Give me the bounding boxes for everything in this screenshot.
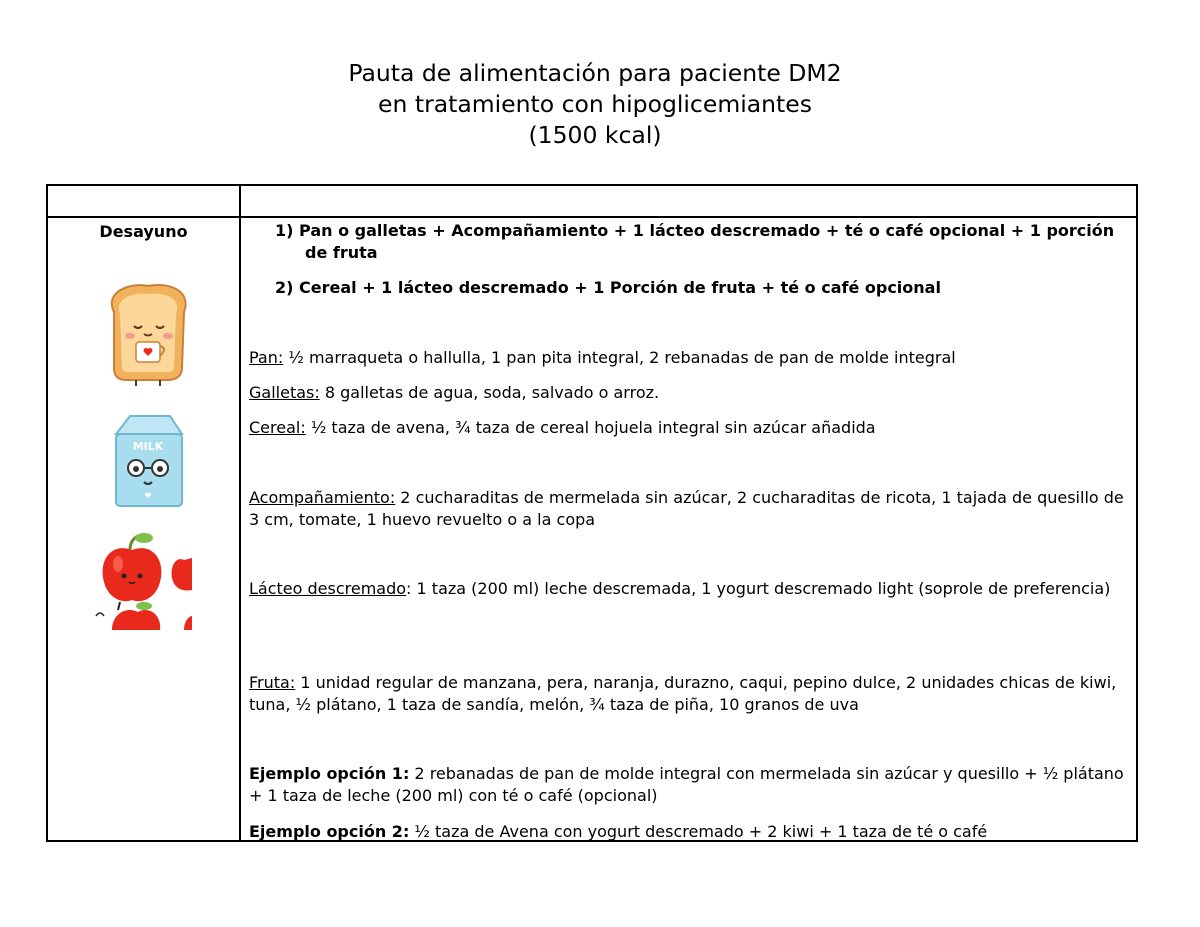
example-1 <box>249 763 1129 807</box>
item-galletas-text: 8 galletas de agua, soda, salvado o arroz. <box>319 383 660 402</box>
item-lacteo <box>249 578 1129 600</box>
item-fruta <box>249 672 1129 716</box>
option-1: 1) Pan o galletas + Acompañamiento + 1 lácteo descremado + té o café opcional + 1 porción de fruta <box>275 221 1115 262</box>
meal-plan-table <box>46 184 1138 842</box>
toast-icon <box>100 282 196 386</box>
apple-icon <box>92 530 192 630</box>
column-divider <box>239 186 241 840</box>
title-line-3: (1500 kcal) <box>528 121 662 149</box>
item-galletas <box>249 382 1129 404</box>
header-row-divider <box>48 216 1136 218</box>
example-1-label: Ejemplo opción 1: <box>249 764 410 783</box>
item-cereal <box>249 417 1129 439</box>
item-fruta-label: Fruta: <box>249 673 296 692</box>
item-pan-label: Pan: <box>249 348 284 367</box>
example-2-text: ½ taza de Avena con yogurt descremado + 2 kiwi + 1 taza de té o café <box>409 822 988 841</box>
milk-carton-icon <box>108 412 188 508</box>
item-lacteo-label: Lácteo descremado <box>249 579 407 598</box>
item-acompanamiento-text: 2 cucharaditas de mermelada sin azúcar, 2 cucharaditas de ricota, 1 tajada de quesillo de 3 cm, tomate, 1 huevo revuelto o a la copa <box>249 488 1124 529</box>
milk-label: MILK <box>132 440 164 453</box>
document-title <box>0 58 1190 151</box>
item-galletas-label: Galletas: <box>249 383 320 402</box>
item-pan-text: ½ marraqueta o hallulla, 1 pan pita integral, 2 rebanadas de pan de molde integral <box>283 348 956 367</box>
title-line-2: en tratamiento con hipoglicemiantes <box>378 90 812 118</box>
option-2: 2) Cereal + 1 lácteo descremado + 1 Porción de fruta + té o café opcional <box>275 278 941 297</box>
item-acompanamiento-label: Acompañamiento: <box>249 488 396 507</box>
example-2 <box>249 821 1129 843</box>
item-fruta-text: 1 unidad regular de manzana, pera, naranja, durazno, caqui, pepino dulce, 2 unidades chicas de kiwi, tuna, ½ plátano, 1 taza de sandía, melón, ¾ taza de piña, 10 granos de uva <box>249 673 1117 714</box>
item-acompanamiento <box>249 487 1129 531</box>
item-cereal-text: ½ taza de avena, ¾ taza de cereal hojuela integral sin azúcar añadida <box>305 418 876 437</box>
item-lacteo-text: : 1 taza (200 ml) leche descremada, 1 yogurt descremado light (soprole de preferencia) <box>406 579 1111 598</box>
item-pan <box>249 347 1129 369</box>
title-line-1: Pauta de alimentación para paciente DM2 <box>348 59 842 87</box>
example-1-text: 2 rebanadas de pan de molde integral con mermelada sin azúcar y quesillo + ½ plátano + 1 taza de leche (200 ml) con té o café (opcional) <box>249 764 1124 805</box>
item-cereal-label: Cereal: <box>249 418 306 437</box>
example-2-label: Ejemplo opción 2: <box>249 822 410 841</box>
meal-label: Desayuno <box>99 222 188 241</box>
